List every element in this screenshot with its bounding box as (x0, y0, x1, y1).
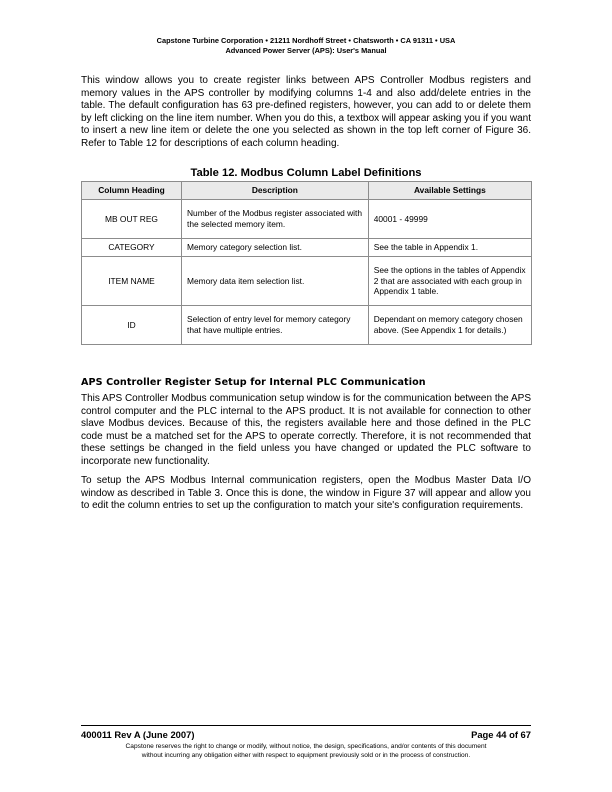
column-header: Column Heading (82, 182, 182, 200)
table-cell: 40001 - 49999 (368, 200, 531, 239)
column-header: Available Settings (368, 182, 531, 200)
table-row (82, 239, 532, 257)
modbus-column-table (81, 181, 532, 345)
footer-disclaimer-line: Capstone reserves the right to change or modify, without notice, the design, specifications, and/or contents of this document (125, 743, 487, 750)
table-cell: Memory data item selection list. (182, 257, 369, 306)
section-heading: APS Controller Register Setup for Internal PLC Communication (81, 377, 426, 388)
section-paragraph: This APS Controller Modbus communication setup window is for the communication between the APS control computer and the PLC internal to the APS product. It is not available for connection to other slave Modbus devices. Because of this, the registers available here and those defined in the PLC code must be a matched set for the APS to operate correctly. Therefore, it is not recommended that these settings be changed in the field unless you have changed or updated the PLC software to incorporate new functionality. (81, 393, 531, 467)
header-company-line: Capstone Turbine Corporation • 21211 Nordhoff Street • Chatsworth • CA 91311 • USA (156, 36, 456, 45)
table-cell: Memory category selection list. (182, 239, 369, 257)
intro-paragraph: This window allows you to create register links between APS Controller Modbus registers and memory values in the APS controller by modifying columns 1-4 and also add/delete entries in the table. The default configuration has 63 pre-defined registers, however, you can add to or delete them by left clicking on the line item number. When you do this, a textbox will appear asking you if you want to insert a new line item or delete the one you selected as shown in the top left corner of Figure 36. Refer to Table 12 for descriptions of each column heading. (81, 75, 531, 149)
table-cell: Selection of entry level for memory category that have multiple entries. (182, 306, 369, 345)
page-header (0, 36, 612, 56)
footer-document-id: 400011 Rev A (June 2007) (81, 729, 195, 740)
table-title: Table 12. Modbus Column Label Definitions (190, 167, 422, 179)
header-manual-title: Advanced Power Server (APS): User's Manual (225, 46, 387, 55)
table-row (82, 200, 532, 239)
footer-disclaimer-line: without incurring any obligation either with respect to equipment previously sold or in the process of construction. (141, 752, 471, 759)
footer-divider (81, 725, 531, 726)
footer-page-number: Page 44 of 67 (471, 729, 531, 740)
table-cell: Number of the Modbus register associated with the selected memory item. (182, 200, 369, 239)
table-row (82, 257, 532, 306)
table-cell: Dependant on memory category chosen above. (See Appendix 1 for details.) (368, 306, 531, 345)
table-cell: See the options in the tables of Appendix 2 that are associated with each group in Appendix 1 table. (368, 257, 531, 306)
table-cell: MB OUT REG (82, 200, 182, 239)
table-header-row (82, 182, 532, 200)
section-paragraph: To setup the APS Modbus Internal communication registers, open the Modbus Master Data I/O window as described in Table 3. Once this is done, the window in Figure 37 will appear and allow you to edit the column entries to set up the configuration to match your site's configuration requirements. (81, 475, 531, 512)
footer-disclaimer (0, 742, 612, 760)
table-cell: CATEGORY (82, 239, 182, 257)
table-cell: ITEM NAME (82, 257, 182, 306)
column-header: Description (182, 182, 369, 200)
table-cell: See the table in Appendix 1. (368, 239, 531, 257)
table-row (82, 306, 532, 345)
table-cell: ID (82, 306, 182, 345)
